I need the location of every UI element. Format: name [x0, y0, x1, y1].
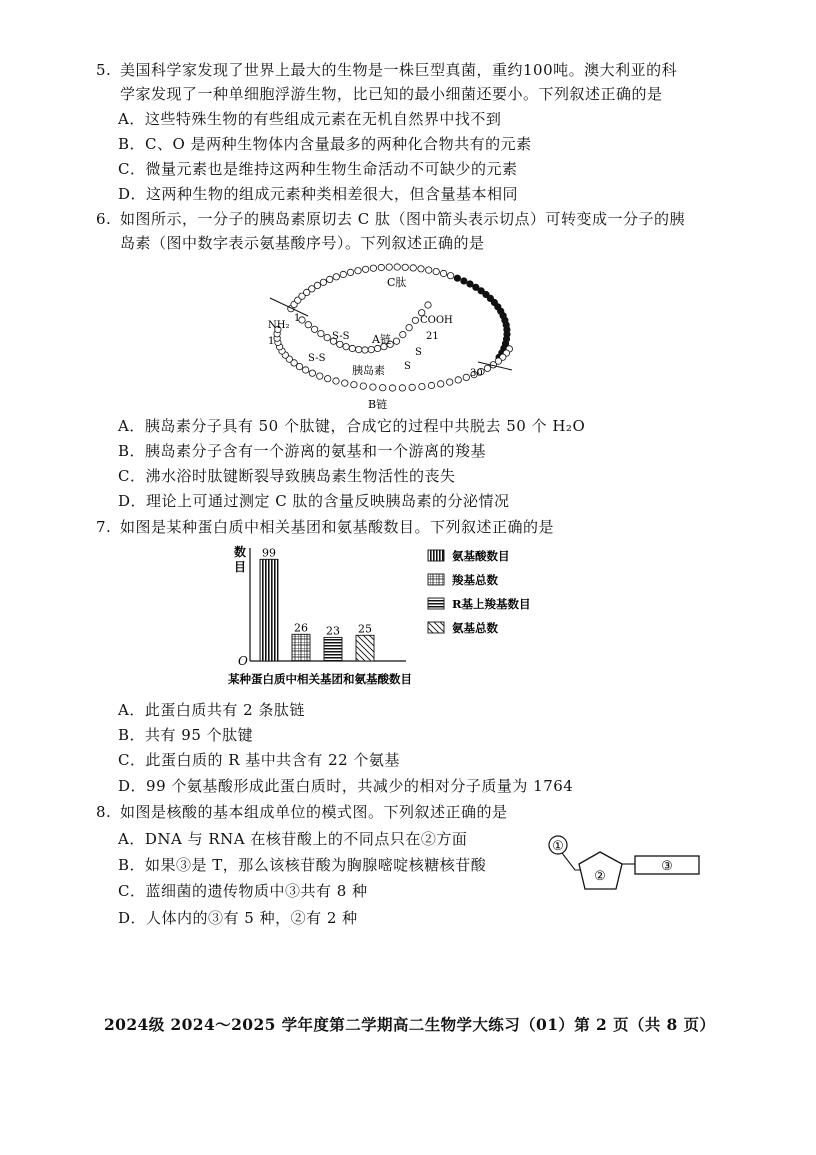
q6-number: 6. — [96, 210, 112, 228]
bar-4 — [356, 635, 374, 661]
pentose-label: ② — [594, 869, 606, 884]
b-chain-bead — [463, 374, 469, 380]
a-chain-label: A链 — [372, 333, 391, 346]
b-chain-bead — [419, 383, 425, 389]
a-chain-bead — [305, 322, 311, 328]
b-chain-bead — [342, 380, 348, 386]
a-chain-bead — [368, 346, 374, 352]
a-chain-bead — [356, 346, 362, 352]
b-chain-label: B链 — [368, 398, 388, 411]
c-peptide-bead — [327, 276, 333, 282]
disulfide-bond-3-bottom: S — [404, 361, 411, 372]
q8-option-d: D．人体内的③有 5 种，②有 2 种 — [118, 909, 358, 927]
c-peptide-bead — [402, 264, 408, 270]
c-peptide-bead — [378, 264, 384, 270]
b-chain-bead — [333, 378, 339, 384]
q8-option-c: C．蓝细菌的遗传物质中③共有 8 种 — [118, 882, 368, 900]
q7-number: 7. — [96, 518, 112, 536]
q7-option-d: D．99 个氨基酸形成此蛋白质时，共减少的相对分子质量为 1764 — [118, 777, 574, 795]
phosphate-label: ① — [552, 839, 564, 854]
a-chain-bead — [374, 345, 380, 351]
a-chain-bead — [324, 334, 330, 340]
bar-value-label: 25 — [358, 622, 372, 636]
c-peptide-bead — [461, 278, 467, 284]
q5-option-b: B．C、O 是两种生物体内含量最多的两种化合物共有的元素 — [118, 135, 532, 153]
c-peptide-bead — [426, 267, 432, 273]
legend-swatch — [428, 574, 444, 585]
legend-swatch — [428, 622, 444, 633]
a-chain-bead — [362, 347, 368, 353]
q7-option-a: A．此蛋白质共有 2 条肽链 — [118, 701, 305, 719]
y-axis-label-top: 数 — [234, 545, 247, 559]
y-axis-label-bottom: 目 — [234, 560, 247, 574]
page-footer: 2024级 2024～2025 学年度第二学期高二生物学大练习（01）第 2 页（共 8 页） — [104, 1015, 716, 1034]
c-peptide-bead — [362, 266, 368, 272]
q6-option-a: A．胰岛素分子具有 50 个肽键，合成它的过程中共脱去 50 个 H₂O — [118, 417, 586, 435]
a-chain-bead — [311, 326, 317, 332]
q6-stem-line2: 岛素（图中数字表示氨基酸序号）。下列叙述正确的是 — [120, 234, 485, 252]
b-chain-bead — [309, 370, 315, 376]
q6-option-c: C．沸水浴时肽键断裂导致胰岛素生物活性的丧失 — [118, 467, 456, 485]
q5-option-d: D．这两种生物的组成元素种类相差很大，但含量基本相同 — [118, 185, 519, 203]
chart-title: 某种蛋白质中相关基团和氨基酸数目 — [228, 672, 412, 686]
a-chain-bead — [425, 302, 431, 308]
c-peptide-bead — [386, 264, 392, 270]
insulin-label: 胰岛素 — [352, 364, 385, 377]
bar-1 — [260, 559, 278, 661]
b-chain-end-number: 30 — [470, 368, 483, 379]
bar-3 — [324, 637, 342, 661]
c-peptide-bead — [320, 279, 326, 285]
nucleotide-diagram — [545, 830, 715, 900]
bar-value-label: 99 — [262, 546, 276, 560]
legend-label: R基上羧基数目 — [452, 597, 531, 611]
c-peptide-bead — [314, 282, 320, 288]
b-chain-bead — [317, 373, 323, 379]
b-chain-bead — [409, 384, 415, 390]
disulfide-bond-3-top: S — [415, 347, 422, 358]
legend-swatch — [428, 550, 444, 561]
insulin-diagram — [260, 258, 530, 413]
c-peptide-bead — [370, 265, 376, 271]
q5-number: 5. — [96, 61, 112, 79]
b-chain-bead — [389, 385, 395, 391]
a-chain-bead — [406, 324, 412, 330]
b-chain-bead — [325, 376, 331, 382]
bar-chart — [220, 540, 560, 690]
b-chain-bead — [360, 383, 366, 389]
q6-option-d: D．理论上可通过测定 C 肽的含量反映胰岛素的分泌情况 — [118, 492, 510, 510]
a-chain-bead — [412, 317, 418, 323]
bar-2 — [292, 634, 310, 661]
c-peptide-bead — [440, 270, 446, 276]
disulfide-bond-1: S-S — [332, 331, 350, 342]
q7-option-b: B．共有 95 个肽键 — [118, 726, 254, 744]
b-chain-bead — [428, 382, 434, 388]
a-chain-bead — [337, 341, 343, 347]
a-chain-bead — [343, 344, 349, 350]
b-chain-bead — [438, 381, 444, 387]
c-peptide-bead — [347, 269, 353, 275]
c-peptide-bead — [454, 275, 460, 281]
legend-label: 羧基总数 — [452, 573, 498, 587]
a-chain-bead — [400, 331, 406, 337]
a-chain-end-number: 21 — [426, 331, 439, 342]
nh2-label: NH₂ — [268, 320, 290, 331]
bar-value-label: 23 — [326, 624, 340, 638]
q8-stem: 如图是核酸的基本组成单位的模式图。下列叙述正确的是 — [120, 803, 508, 821]
q7-option-c: C．此蛋白质的 R 基中共含有 22 个氨基 — [118, 751, 400, 769]
q5-stem-line1: 美国科学家发现了世界上最大的生物是一株巨型真菌，重约100吨。澳大利亚的科 — [120, 61, 678, 79]
c-peptide-bead — [394, 264, 400, 270]
cooh-label: COOH — [420, 315, 453, 326]
b-chain-bead — [455, 377, 461, 383]
b-chain-bead — [484, 365, 490, 371]
q6-stem-line1: 如图所示，一分子的胰岛素原切去 C 肽（图中箭头表示切点）可转变成一分子的胰 — [120, 210, 686, 228]
q5-stem-line2: 学家发现了一种单细胞浮游生物，比已知的最小细菌还要小。下列叙述正确的是 — [120, 85, 663, 103]
q7-stem: 如图是某种蛋白质中相关基团和氨基酸数目。下列叙述正确的是 — [120, 518, 555, 536]
chart-origin: O — [238, 654, 248, 668]
q8-option-a: A．DNA 与 RNA 在核苷酸上的不同点只在②方面 — [118, 830, 468, 848]
c-peptide-label: C肽 — [387, 276, 407, 289]
b-chain-bead — [370, 384, 376, 390]
c-peptide-bead — [447, 273, 453, 279]
c-peptide-bead — [467, 281, 473, 287]
b-chain-bead — [399, 385, 405, 391]
b-chain-bead — [380, 385, 386, 391]
q6-option-b: B．胰岛素分子含有一个游离的氨基和一个游离的羧基 — [118, 442, 487, 460]
q8-option-b: B．如果③是 T，那么该核苷酸为胸腺嘧啶核糖核苷酸 — [118, 856, 487, 874]
b-chain-bead — [351, 382, 357, 388]
legend-label: 氨基总数 — [452, 621, 498, 635]
c-peptide-bead — [340, 271, 346, 277]
c-peptide-bead — [333, 274, 339, 280]
q5-option-a: A．这些特殊生物的有些组成元素在无机自然界中找不到 — [118, 110, 502, 128]
legend-label: 氨基酸数目 — [452, 549, 510, 563]
c-peptide-bead — [418, 266, 424, 272]
legend-swatch — [428, 598, 444, 609]
disulfide-bond-2: S-S — [308, 353, 326, 364]
a-chain-bead — [318, 330, 324, 336]
c-peptide-bead — [410, 265, 416, 271]
b-chain-start-number: 1 — [268, 336, 275, 347]
bar-value-label: 26 — [294, 621, 308, 635]
a-chain-bead — [349, 345, 355, 351]
b-chain-bead — [303, 367, 309, 373]
q5-option-c: C．微量元素也是维持这两种生物生命活动不可缺少的元素 — [118, 160, 518, 178]
base-label: ③ — [661, 859, 673, 874]
a-chain-bead — [393, 338, 399, 344]
q8-number: 8. — [96, 803, 112, 821]
a-chain-start-number: 1 — [294, 313, 301, 324]
b-chain-bead — [447, 379, 453, 385]
cut-arrow-left — [270, 298, 308, 316]
c-peptide-bead — [433, 268, 439, 274]
c-peptide-bead — [355, 268, 361, 274]
